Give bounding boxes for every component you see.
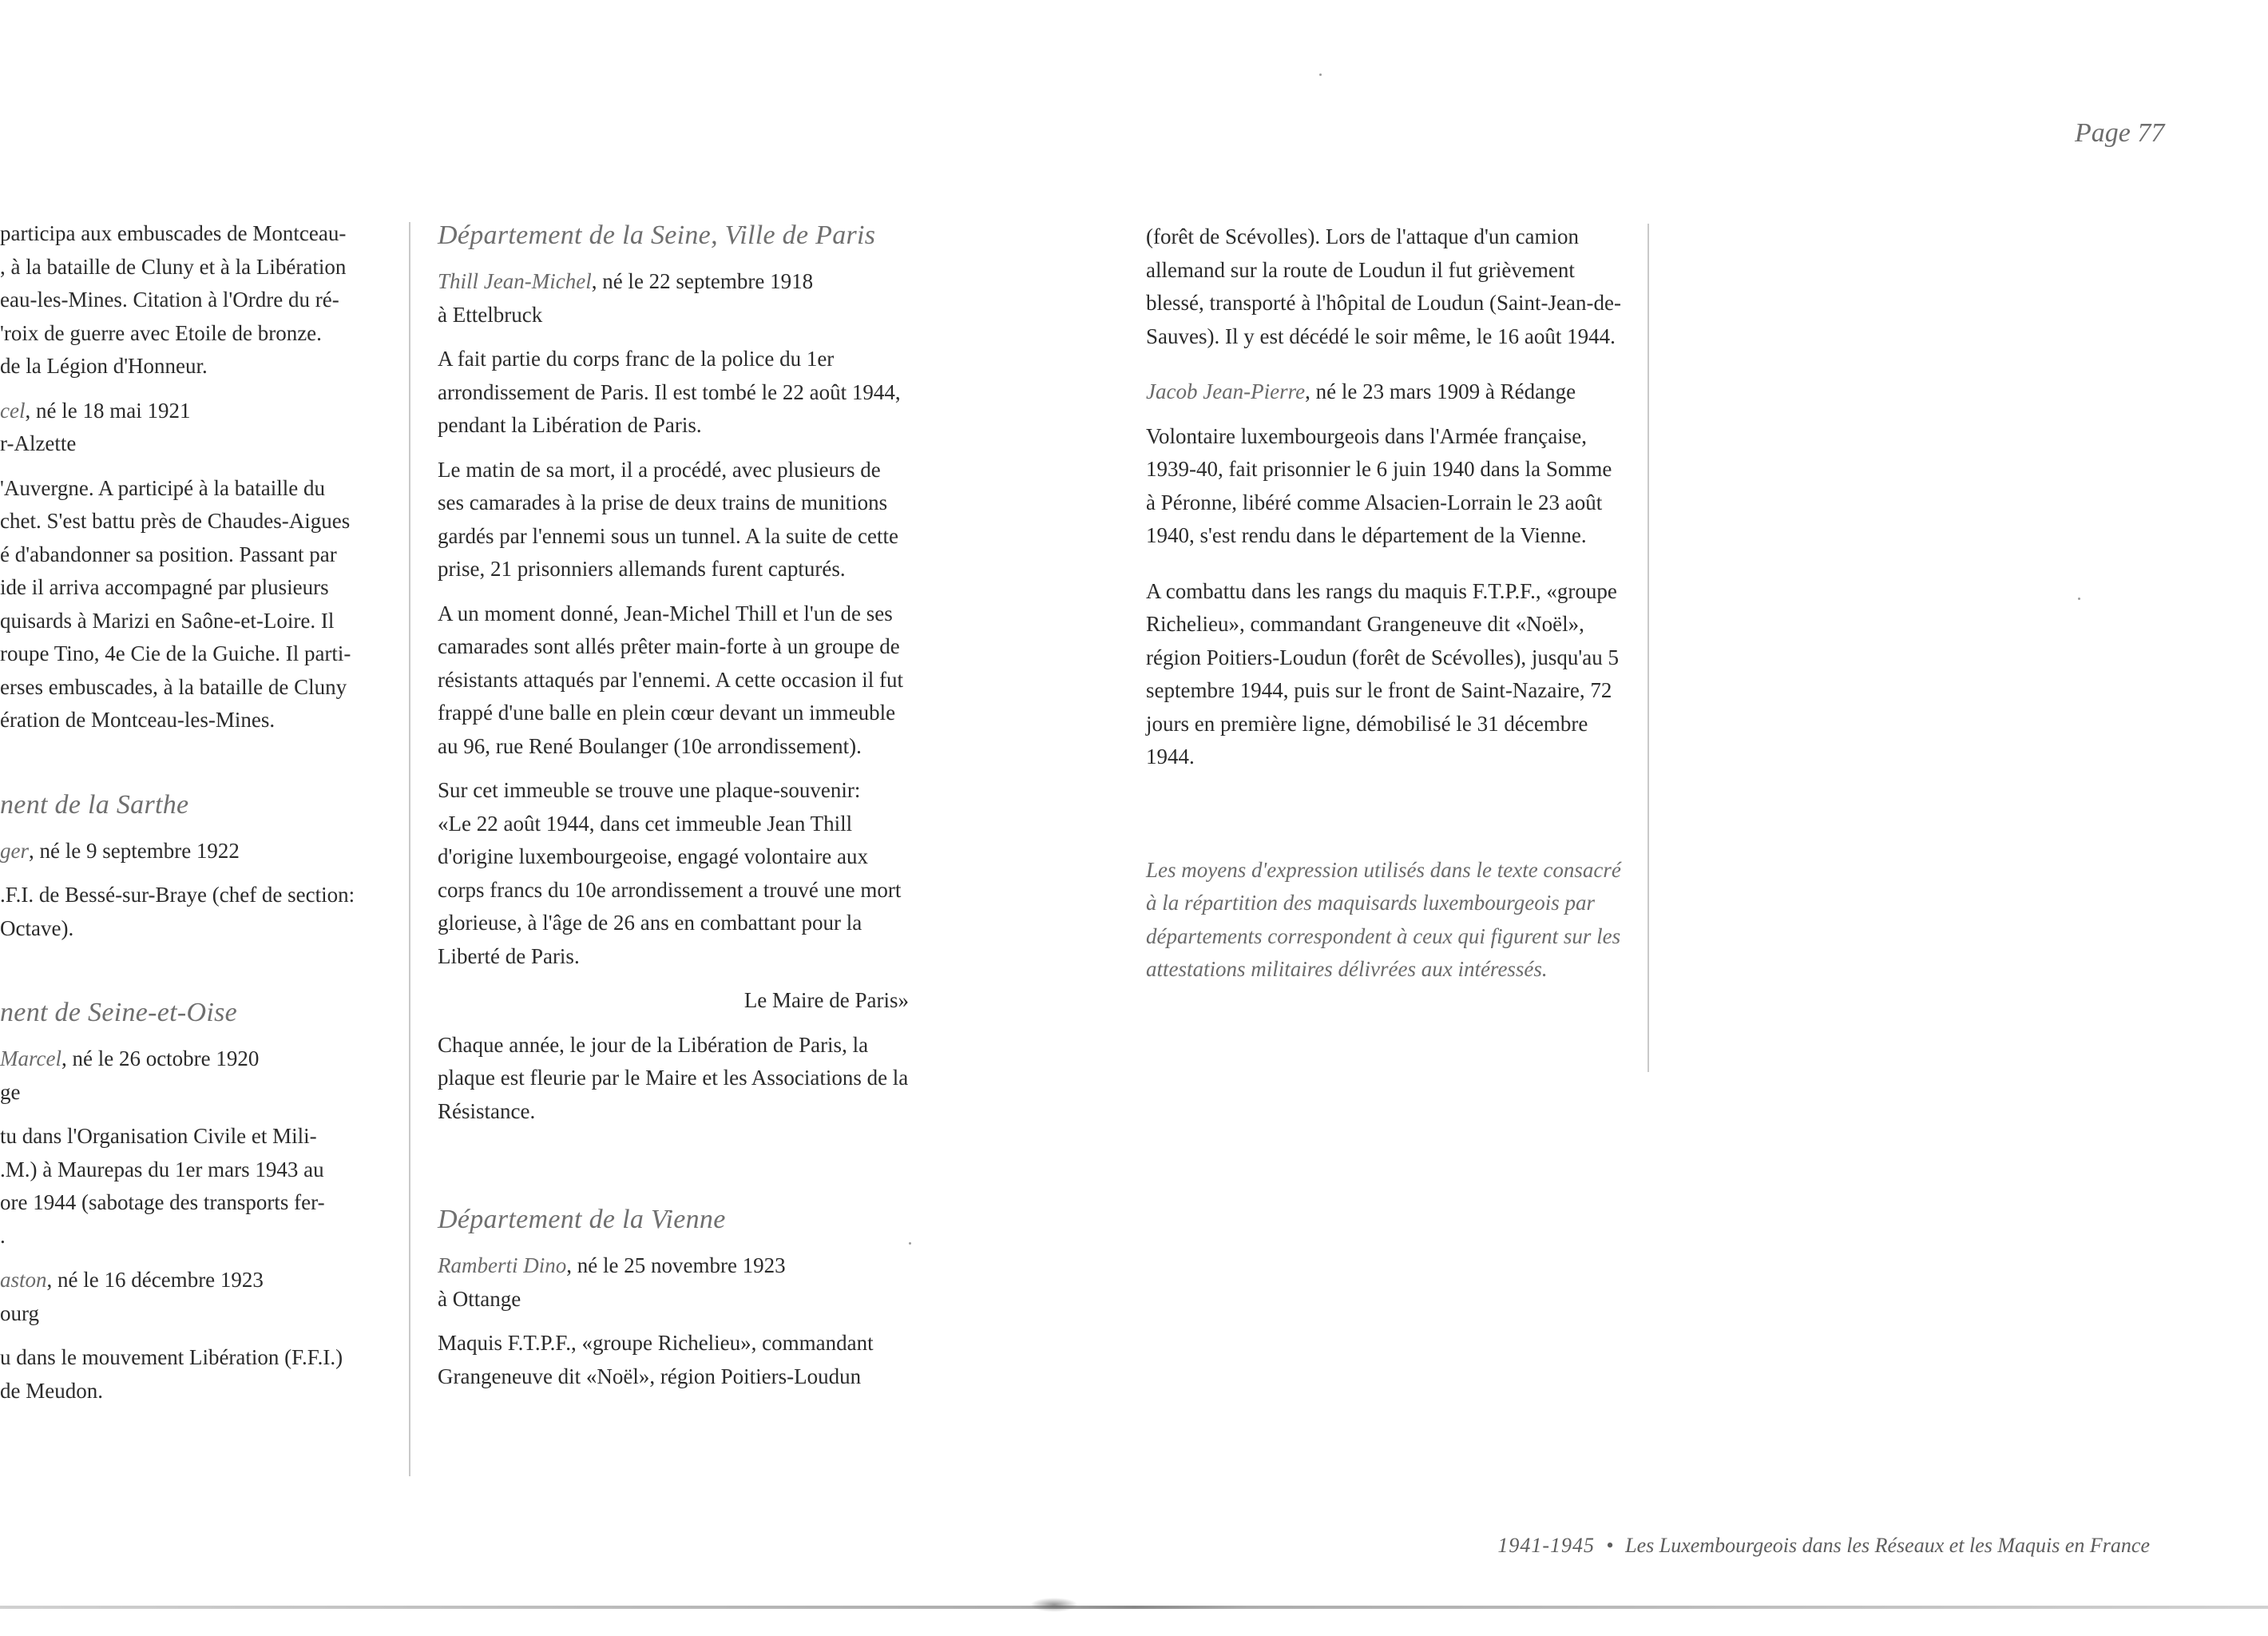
text-line: roupe Tino, 4e Cie de la Guiche. Il parti- (0, 641, 351, 665)
text-line: quisards à Marizi en Saône-et-Loire. Il (0, 608, 335, 633)
birth-info: , né le 18 mai 1921 (25, 398, 191, 423)
person-name: Thill Jean-Michel (438, 269, 592, 293)
person-name: Jacob Jean-Pierre (1146, 379, 1306, 403)
text-line: tu dans l'Organisation Civile et Mili- (0, 1124, 317, 1148)
column-divider (1647, 224, 1649, 1072)
scan-speck (909, 1242, 911, 1245)
text-line: 'roix de guerre avec Etoile de bronze. (0, 320, 322, 345)
text-line: ération de Montceau-les-Mines. (0, 708, 276, 732)
left-block-a (0, 217, 383, 383)
footer-years: 1941-1945 (1497, 1534, 1596, 1557)
text-line: ore 1944 (sabotage des transports fer- (0, 1190, 325, 1214)
person-name: Ramberti Dino (438, 1253, 567, 1277)
footer-bullet: • (1606, 1534, 1614, 1557)
text-line: participa aux embuscades de Montceau- (0, 221, 347, 245)
text-line: é d'abandonner sa position. Passant par (0, 542, 337, 566)
right-column (1146, 220, 1621, 987)
text-line: de Meudon. (0, 1378, 103, 1403)
section-heading: nent de la Sarthe (0, 789, 189, 820)
column-divider (409, 222, 410, 1476)
editorial-note: Les moyens d'expression utilisés dans le texte consacré à la répartition des maquisards luxembourgeois par départements correspondent à ceux qui figurent sur les attestations militaires délivrées aux intéressés. (1146, 857, 1621, 981)
person-name: aston (0, 1268, 47, 1292)
left-column (0, 217, 383, 1408)
text-line: Octave). (0, 915, 74, 940)
section-heading-seine: Département de la Seine, Ville de Paris (438, 220, 876, 250)
birth-info: , né le 23 mars 1909 à Rédange (1305, 379, 1576, 403)
birth-info: , né le 25 novembre 1923 (566, 1253, 786, 1277)
entry-header (0, 395, 383, 428)
birth-place: r-Alzette (0, 431, 77, 455)
paragraph: «Le 22 août 1944, dans cet immeuble Jean Thill d'origine luxembourgeoise, engagé volontaire aux corps francs du 10e arrondissement a trouvé une mort glorieuse, à l'âge de 26 ans en combattant pour la Liberté de Paris. (438, 811, 902, 968)
paragraph: Sur cet immeuble se trouve une plaque-souvenir: (438, 778, 861, 802)
birth-place: à Ottange (438, 1286, 521, 1311)
birth-info: , né le 26 octobre 1920 (61, 1046, 260, 1070)
text-line: .M.) à Maurepas du 1er mars 1943 au (0, 1157, 324, 1181)
section-heading-vienne: Département de la Vienne (438, 1205, 726, 1234)
text-line: u dans le mouvement Libération (F.F.I.) (0, 1345, 343, 1369)
entry-header (438, 265, 909, 299)
page-number: Page 77 (2075, 118, 2165, 148)
birth-place: à Ettelbruck (438, 302, 543, 327)
binding-shadow (1030, 1598, 1078, 1612)
birth-info: , né le 9 septembre 1922 (29, 838, 240, 863)
paragraph: A un moment donné, Jean-Michel Thill et l'un de ses camarades sont allés prêter main-forte à un groupe de résistants attaqués par l'ennemi. A cette occasion il fut frappé d'une balle en plein cœur devant un immeuble au 96, rue René Boulanger (10e arrondissement). (438, 601, 903, 758)
paragraph: A fait partie du corps franc de la police du 1er arrondissement de Paris. Il est tombé le 22 août 1944, pendant la Libération de Paris. (438, 347, 901, 437)
text-line: , à la bataille de Cluny et à la Libération (0, 254, 347, 279)
paragraph: Maquis F.T.P.F., «groupe Richelieu», commandant Grangeneuve dit «Noël», région Poitiers-Loudun (438, 1331, 874, 1388)
birth-info: , né le 22 septembre 1918 (591, 269, 814, 293)
scan-speck (1319, 73, 1322, 76)
paragraph: Le matin de sa mort, il a procédé, avec plusieurs de ses camarades à la prise de deux trains de munitions gardés par l'ennemi sous un tunnel. A la suite de cette prise, 21 prisonniers allemands furent capturés. (438, 457, 898, 581)
text-line: 'Auvergne. A participé à la bataille du (0, 475, 325, 500)
page-bottom-edge (0, 1606, 2268, 1609)
paragraph: (forêt de Scévolles). Lors de l'attaque d'un camion allemand sur la route de Loudun il fut grièvement blessé, transporté à l'hôpital de Loudun (Saint-Jean-de-Sauves). Il y est décédé le soir même, le 16 août 1944. (1146, 224, 1621, 348)
text-line: ide il arriva accompagné par plusieurs (0, 575, 329, 599)
entry-header (438, 1249, 909, 1283)
birth-info: , né le 16 décembre 1923 (46, 1268, 264, 1292)
paragraph: Chaque année, le jour de la Libération de Paris, la plaque est fleurie par le Maire et les Associations de la Résistance. (438, 1032, 909, 1123)
section-heading: nent de Seine-et-Oise (0, 998, 238, 1027)
birth-place: ourg (0, 1300, 40, 1325)
text-line: .F.I. de Bessé-sur-Braye (chef de section: (0, 883, 355, 907)
running-footer (1487, 1534, 2150, 1558)
text-line: erses embuscades, à la bataille de Cluny (0, 674, 347, 699)
footer-title: Les Luxembourgeois dans les Réseaux et les Maquis en France (1625, 1534, 2150, 1557)
text-line: eau-les-Mines. Citation à l'Ordre du ré- (0, 288, 339, 312)
left-block-b (0, 472, 383, 737)
signature: Le Maire de Paris» (743, 988, 909, 1012)
birth-place: ge (0, 1079, 21, 1104)
paragraph: A combattu dans les rangs du maquis F.T.P.F., «groupe Richelieu», commandant Grangeneuve dit «Noël», région Poitiers-Loudun (forêt de Scévolles), jusqu'au 5 septembre 1944, puis sur le front de Saint-Nazaire, 72 jours en première ligne, démobilisé le 31 décembre 1944. (1146, 578, 1619, 768)
text-line: de la Légion d'Honneur. (0, 354, 208, 378)
person-name: cel (0, 398, 26, 423)
entry-header (1146, 375, 1621, 409)
text-line: chet. S'est battu près de Chaudes-Aigues (0, 509, 351, 533)
paragraph: Volontaire luxembourgeois dans l'Armée française, 1939-40, fait prisonnier le 6 juin 1940 dans la Somme à Péronne, libéré comme Alsacien-Lorrain le 23 août 1940, s'est rendu dans le département de la Vienne. (1146, 423, 1612, 547)
entry-header (0, 1042, 383, 1076)
person-name: Marcel (0, 1046, 61, 1070)
scan-speck (2078, 598, 2080, 600)
entry-header (0, 1264, 383, 1297)
text-line: . (0, 1223, 6, 1248)
person-name: ger (0, 838, 29, 863)
entry-header (0, 835, 383, 868)
middle-column (438, 217, 909, 1393)
